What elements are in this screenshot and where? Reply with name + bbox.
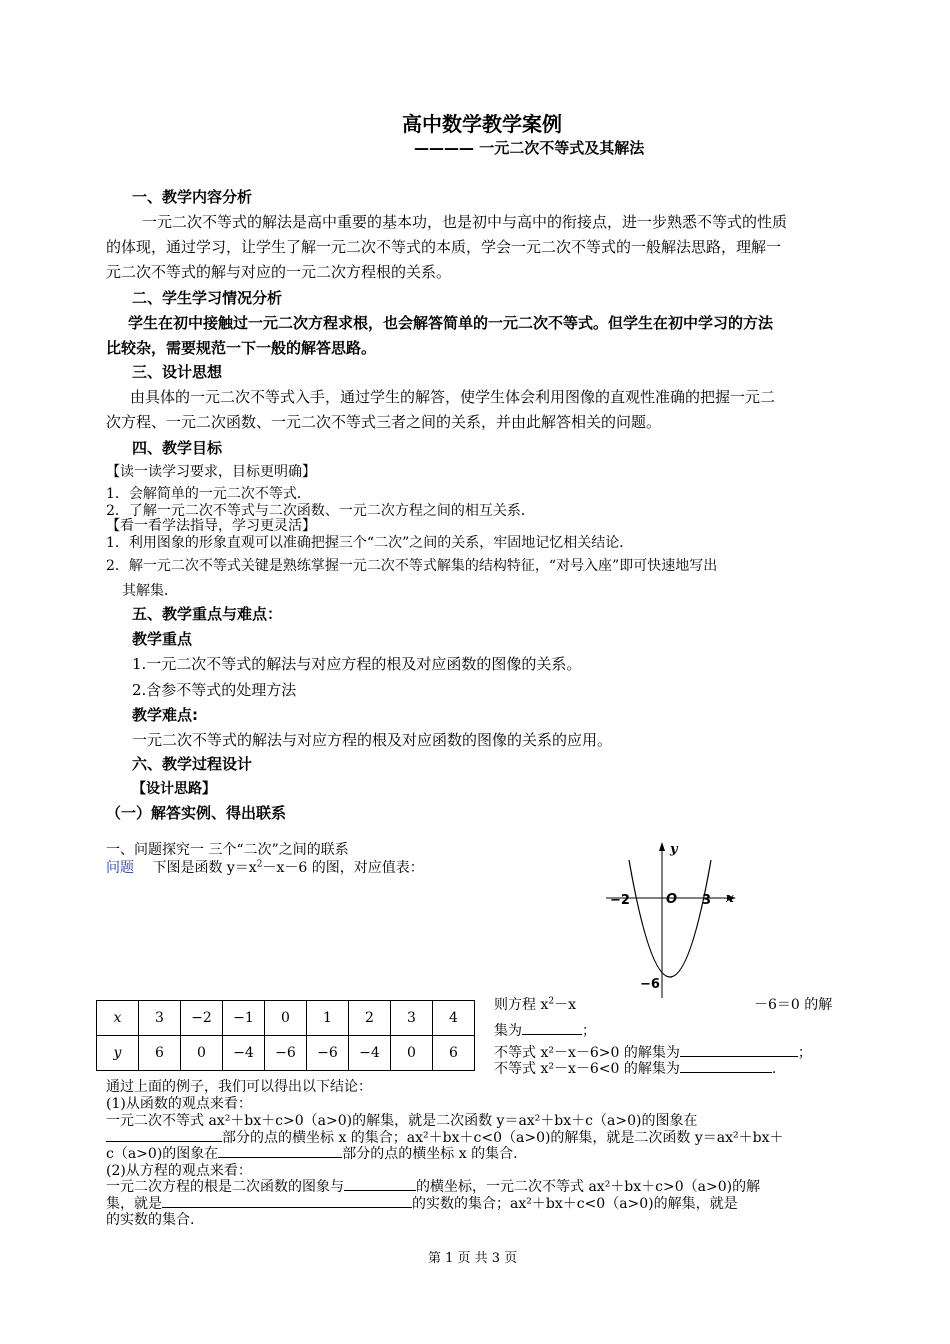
conclusion-line: c（a>0)的图象在 部分的点的横坐标 x 的集合.: [106, 1143, 518, 1163]
table-cell: 0: [265, 1001, 307, 1036]
difficulty-point: 一元二次不等式的解法与对应方程的根及对应函数的图像的关系的应用。: [132, 731, 613, 749]
parabola-graph: [600, 838, 750, 1000]
table-cell: −1: [223, 1001, 265, 1036]
method-item: 其解集．: [122, 583, 178, 599]
table-cell: 3: [139, 1001, 181, 1036]
table-cell: 0: [181, 1036, 223, 1071]
left-root-label: −2: [610, 893, 630, 908]
table-cell: 2: [349, 1001, 391, 1036]
method-item: 2．解一元二次不等式关键是熟练掌握一元二次不等式解集的结构特征，“对号入座”即可快速地写出: [106, 558, 718, 574]
table-cell: −2: [181, 1001, 223, 1036]
problem-statement: 问题 下图是函数 $y=x^2-x-6$ 的图，对应值表：: [106, 859, 424, 876]
origin-label: O: [666, 892, 678, 907]
right-root-label: 3: [702, 893, 712, 908]
page-title: 高中数学教学案例: [402, 112, 562, 136]
table-cell: 3: [391, 1001, 433, 1036]
part-1-heading: （一）解答实例、得出联系: [106, 804, 287, 822]
section-1-line: 元二次不等式的解与对应的一元二次方程根的关系。: [106, 263, 452, 281]
section-2-line: 学生在初中接触过一元二次方程求根，也会解答简单的一元二次不等式。但学生在初中学习的方法: [128, 314, 774, 332]
section-1-line: 的体现，通过学习，让学生了解一元二次不等式的本质，学会一元二次不等式的一般解法思路，理解一: [106, 238, 782, 256]
table-cell: −6: [307, 1036, 349, 1071]
goal-item: 2．了解一元二次不等式与二次函数、一元二次方程之间的相互关系．: [106, 503, 535, 519]
section-3-heading: 三、设计思想: [132, 363, 223, 381]
goal-item: 1．会解简单的一元二次不等式．: [106, 486, 311, 502]
table-header-x: x: [97, 1001, 139, 1036]
equation-view-heading: (2)从方程的观点来看：: [106, 1163, 252, 1179]
key-point: 1.一元二次不等式的解法与对应方程的根及对应函数的图像的关系。: [132, 655, 582, 673]
blank-field[interactable]: [680, 1042, 798, 1057]
x-axis-label: x: [726, 891, 734, 906]
y-axis-arrow: [659, 842, 665, 851]
table-cell: −4: [223, 1036, 265, 1071]
section-2-heading: 二、学生学习情况分析: [132, 289, 283, 307]
section-1-heading: 一、教学内容分析: [132, 188, 253, 206]
section-3-line: 由具体的一元二次不等式入手，通过学生的解答，使学生体会利用图像的直观性准确的把握一元二: [130, 388, 776, 406]
parabola-curve: [629, 860, 711, 977]
section-1-line: 一元二次不等式的解法是高中重要的基本功，也是初中与高中的衔接点，进一步熟悉不等式的性质: [142, 213, 788, 231]
page-footer: 第 1 页 共 3 页: [428, 1251, 518, 1266]
section-4-heading: 四、教学目标: [132, 439, 223, 457]
conclusion-line: 的实数的集合.: [106, 1212, 195, 1228]
inequality-gt-line: 不等式 x²－x－6>0 的解集为 ；: [494, 1042, 812, 1062]
vertex-label: −6: [640, 977, 660, 992]
table-row: [97, 1001, 475, 1036]
table-header-y: y: [97, 1036, 139, 1071]
section-2-line: 比较杂，需要规范一下一般的解答思路。: [106, 339, 377, 357]
read-requirements: 【读一读学习要求，目标更明确】: [106, 464, 316, 480]
conclusion-line: 集，就是 的实数的集合；ax²＋bx＋c<0（a>0)的解集，就是: [106, 1193, 738, 1213]
conclusion-line: 一元二次方程的根是二次函数的图象与 的横坐标，一元二次不等式 ax²＋bx＋c>0（a>0)的解: [106, 1176, 760, 1196]
solution-set-line: 集为 ；: [494, 1020, 596, 1040]
table-cell: −6: [265, 1036, 307, 1071]
table-cell: 6: [139, 1036, 181, 1071]
key-points-heading: 教学重点: [132, 630, 193, 648]
key-point: 2.含参不等式的处理方法: [132, 681, 297, 699]
conclusion-line: 部分的点的横坐标 x 的集合；ax²＋bx＋c<0（a>0)的解集，就是二次函数 y＝ax²＋bx＋: [106, 1127, 784, 1147]
table-cell: 1: [307, 1001, 349, 1036]
problem-label: 问题: [106, 860, 134, 876]
equation-text-end: －6＝0 的解: [754, 997, 833, 1013]
blank-field[interactable]: [680, 1058, 772, 1073]
blank-field[interactable]: [218, 1143, 342, 1158]
table-cell: 6: [433, 1036, 475, 1071]
method-item: 1．利用图象的形象直观可以准确把握三个“二次”之间的关系，牢固地记忆相关结论．: [106, 535, 634, 551]
blank-field[interactable]: [162, 1193, 412, 1208]
blank-field[interactable]: [344, 1176, 416, 1191]
blank-field[interactable]: [522, 1020, 582, 1035]
page-subtitle: ———— 一元二次不等式及其解法: [414, 139, 645, 157]
table-cell: 0: [391, 1036, 433, 1071]
section-3-line: 次方程、一元二次函数、一元二次不等式三者之间的关系，并由此解答相关的问题。: [106, 413, 662, 431]
difficulty-heading: 教学难点:: [132, 706, 198, 724]
blank-field[interactable]: [106, 1127, 222, 1142]
section-5-heading: 五、教学重点与难点：: [132, 605, 283, 623]
equation-text: 则方程 $x^2-x$: [494, 996, 576, 1013]
problem-explore: 一、问题探究一 三个“二次”之间的联系: [106, 842, 349, 858]
section-6-heading: 六、教学过程设计: [132, 755, 253, 773]
table-cell: −4: [349, 1036, 391, 1071]
y-axis-label: y: [670, 842, 678, 857]
table-cell: 4: [433, 1001, 475, 1036]
conclusion-intro: 通过上面的例子，我们可以得出以下结论：: [106, 1079, 372, 1095]
look-guidance: 【看一看学法指导，学习更灵活】: [106, 518, 316, 534]
value-table: [96, 1000, 475, 1071]
function-view-heading: (1)从函数的观点来看：: [106, 1096, 252, 1112]
table-row: [97, 1036, 475, 1071]
design-idea: 【设计思路】: [132, 781, 216, 797]
conclusion-line: 一元二次不等式 ax²＋bx＋c>0（a>0)的解集，就是二次函数 y＝ax²＋bx＋c（a>0)的图象在: [106, 1113, 698, 1129]
inequality-lt-line: 不等式 x²－x－6<0 的解集为 .: [494, 1058, 776, 1078]
